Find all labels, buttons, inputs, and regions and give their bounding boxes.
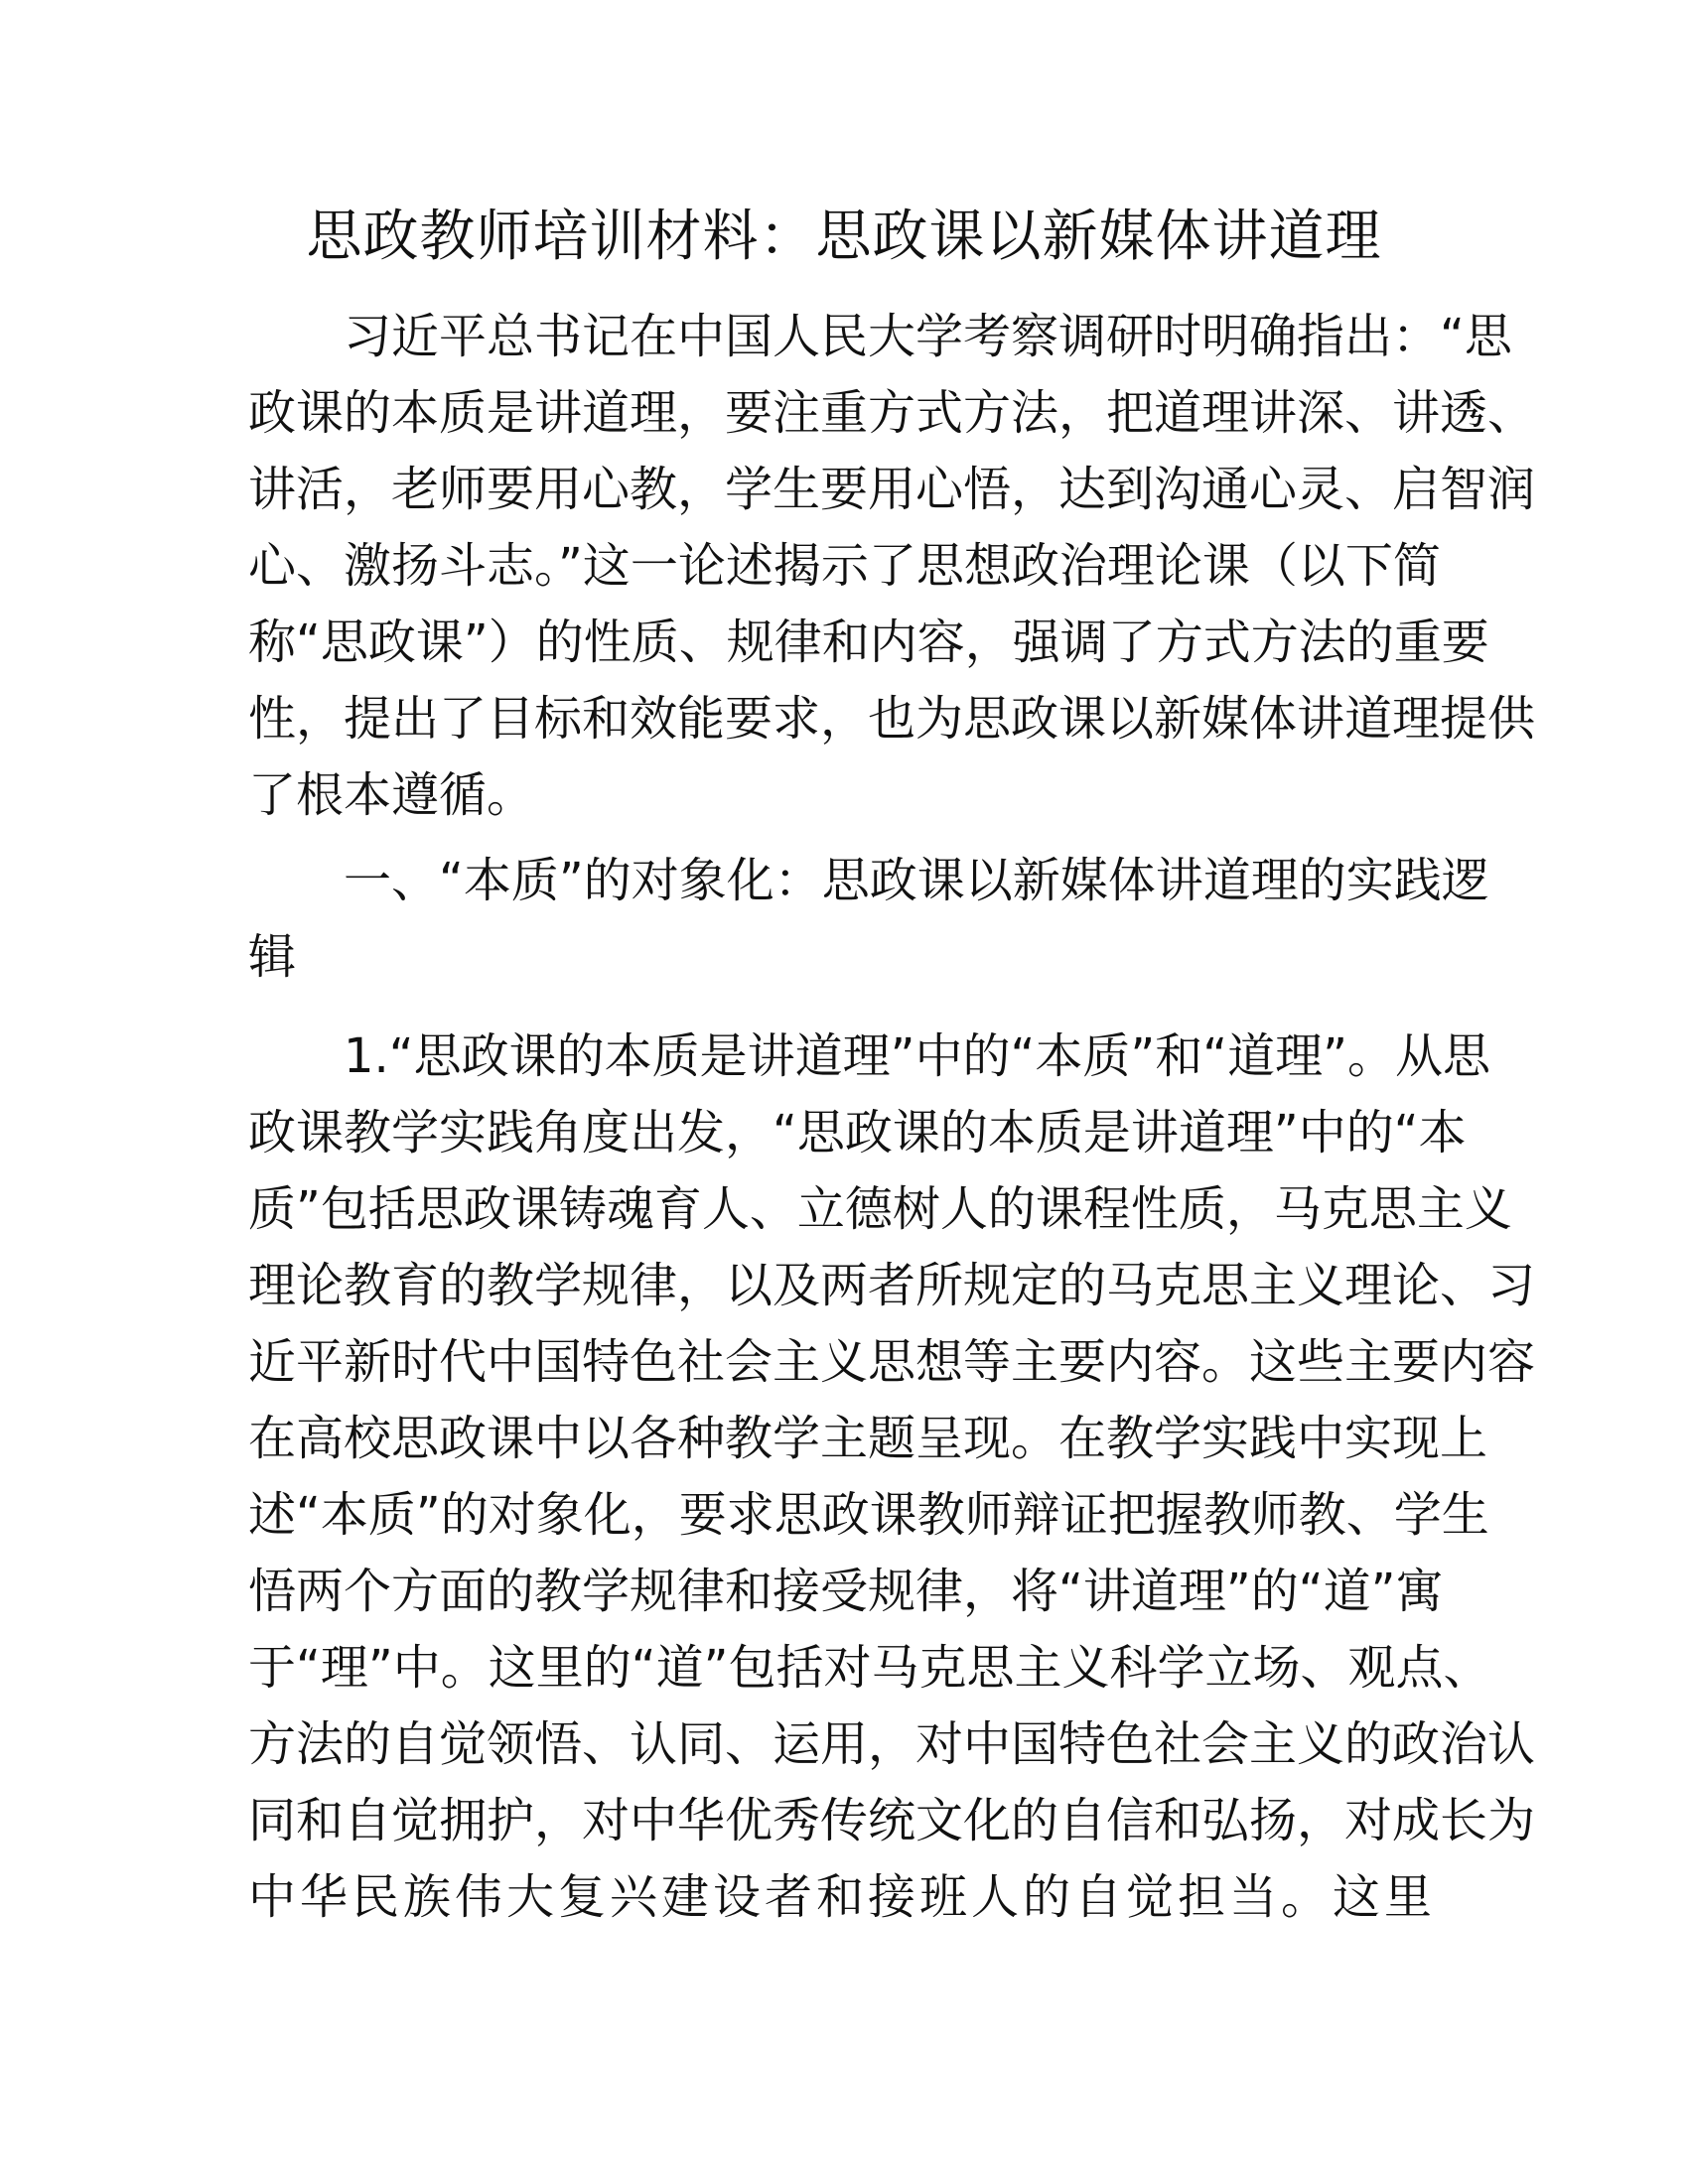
- text-line: 1.“思政课的本质是讲道理”中的“本质”和“道理”。从思: [344, 1028, 1491, 1084]
- text-line: 质”包括思政课铸魂育人、立德树人的课程性质，马克思主义: [248, 1181, 1512, 1237]
- text-line: 述“本质”的对象化，要求思政课教师辩证把握教师教、学生: [248, 1487, 1489, 1543]
- text-line: 称“思政课”）的性质、规律和内容，强调了方式方法的重要: [248, 614, 1489, 670]
- text-line: 于“理”中。这里的“道”包括对马克思主义科学立场、观点、: [248, 1640, 1491, 1696]
- text-line: 一、“本质”的对象化：思政课以新媒体讲道理的实践逻: [344, 853, 1489, 908]
- text-line: 近平新时代中国特色社会主义思想等主要内容。这些主要内容: [248, 1334, 1536, 1390]
- text-line: 政课教学实践角度出发，“思政课的本质是讲道理”中的“本: [248, 1105, 1467, 1160]
- text-line: 讲活，老师要用心教，学生要用心悟，达到沟通心灵、启智润: [248, 462, 1536, 517]
- document-title: 思政教师培训材料：思政课以新媒体讲道理: [306, 205, 1382, 269]
- text-line: 政课的本质是讲道理，要注重方式方法，把道理讲深、讲透、: [248, 385, 1536, 441]
- text-line: 性，提出了目标和效能要求，也为思政课以新媒体讲道理提供: [248, 691, 1536, 747]
- paragraph-intro: [248, 299, 1536, 834]
- text-line: 悟两个方面的教学规律和接受规律，将“讲道理”的“道”寓: [248, 1564, 1444, 1619]
- text-line: 中华民族伟大复兴建设者和接班人的自觉担当。这里: [248, 1869, 1437, 1925]
- text-line: 在高校思政课中以各种教学主题呈现。在教学实践中实现上: [248, 1411, 1488, 1466]
- text-line: 辑: [248, 929, 297, 985]
- text-line: 习近平总书记在中国人民大学考察调研时明确指出：“思: [344, 309, 1512, 364]
- text-line: 了根本遵循。: [248, 767, 535, 823]
- text-line: 理论教育的教学规律，以及两者所规定的马克思主义理论、习: [248, 1258, 1536, 1313]
- text-line: 心、激扬斗志。”这一论述揭示了思想政治理论课（以下简: [248, 538, 1441, 594]
- text-line: 方法的自觉领悟、认同、运用，对中国特色社会主义的政治认: [248, 1716, 1536, 1772]
- text-line: 同和自觉拥护，对中华优秀传统文化的自信和弘扬，对成长为: [248, 1793, 1536, 1848]
- paragraph-subsection-1: [248, 1019, 1536, 1936]
- section-heading-1: [248, 843, 1489, 996]
